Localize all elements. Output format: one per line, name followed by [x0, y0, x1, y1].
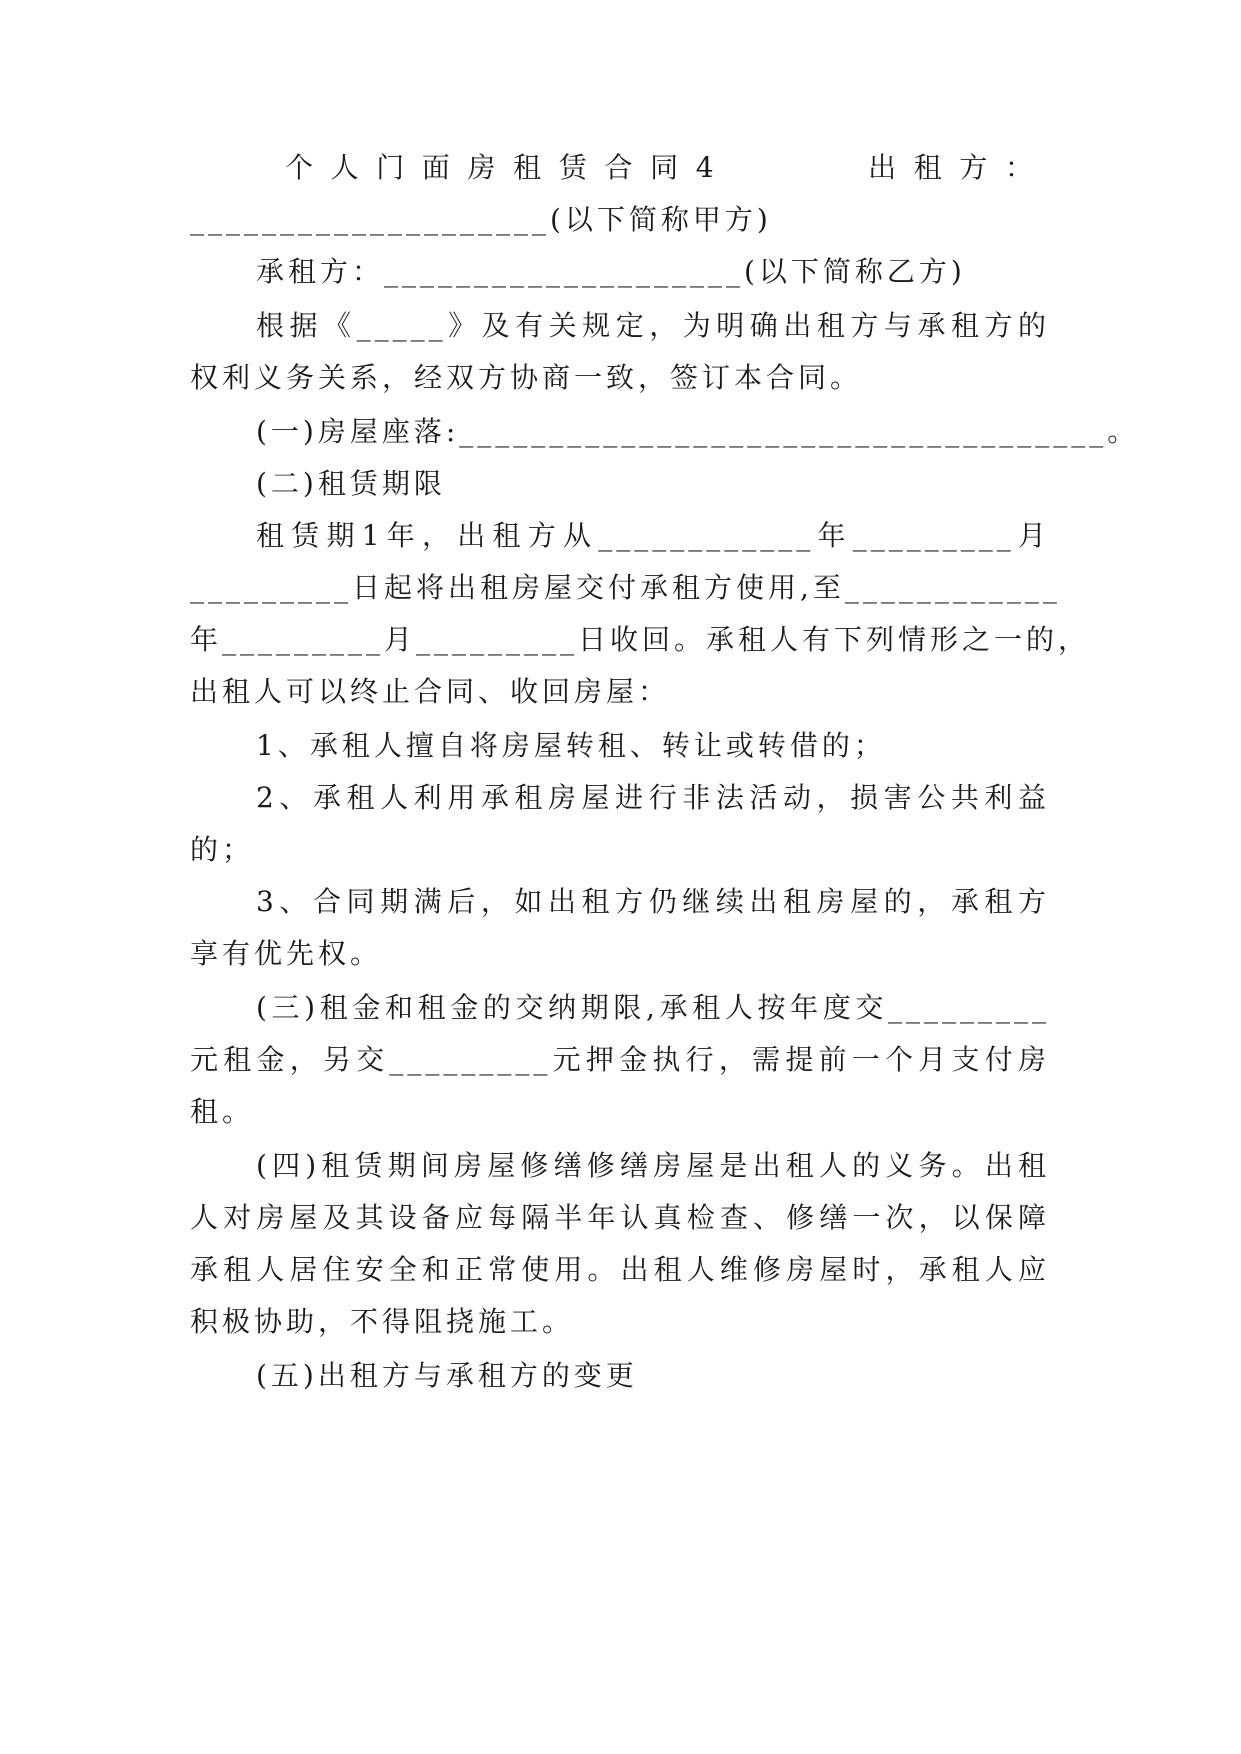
clause-3-line-2: 享有优先权。	[190, 937, 383, 970]
title-line: 个人门面房租赁合同4 出租方：	[285, 151, 1050, 184]
term-line-2: _________日起将出租房屋交付承租方使用,至____________	[190, 571, 1061, 604]
section-2-heading: (二)租赁期限	[256, 467, 446, 500]
section-3-line-2: 元租金，另交_________元押金执行，需提前一个月支付房	[190, 1043, 1050, 1076]
lessor-continuation: ____________________(以下简称甲方)	[190, 203, 772, 236]
section-1-location: (一)房屋座落:____________________________________。	[256, 415, 1140, 448]
term-line-3: 年_________月_________日收回。承租人有下列情形之一的，	[190, 623, 1091, 656]
section-3-line-3: 租。	[190, 1095, 255, 1128]
clause-1: 1、承租人擅自将房屋转租、转让或转借的；	[256, 729, 886, 762]
preamble-line-1: 根据《_____》及有关规定，为明确出租方与承租方的	[256, 309, 1050, 342]
clause-2-line-1: 2、承租人利用承租房屋进行非法活动，损害公共利益	[256, 781, 1050, 814]
section-4-line-1: (四)租赁期间房屋修缮修缮房屋是出租人的义务。出租	[256, 1149, 1050, 1182]
preamble-line-2: 权利义务关系，经双方协商一致，签订本合同。	[190, 361, 863, 394]
section-3-line-1: (三)租金和租金的交纳期限,承租人按年度交_________	[256, 991, 1050, 1024]
clause-2-line-2: 的；	[190, 833, 255, 866]
term-line-4: 出租人可以终止合同、收回房屋：	[190, 675, 671, 708]
term-line-1: 租赁期1年，出租方从____________年_________月	[256, 519, 1050, 552]
section-4-line-2: 人对房屋及其设备应每隔半年认真检查、修缮一次，以保障	[190, 1201, 1050, 1234]
section-4-line-3: 承租人居住安全和正常使用。出租人维修房屋时，承租人应	[190, 1253, 1050, 1286]
section-5-heading: (五)出租方与承租方的变更	[256, 1359, 638, 1392]
section-4-line-4: 积极协助，不得阻挠施工。	[190, 1305, 575, 1338]
clause-3-line-1: 3、合同期满后，如出租方仍继续出租房屋的，承租方	[256, 885, 1050, 918]
lessee-line: 承租方：____________________(以下简称乙方)	[256, 255, 966, 288]
